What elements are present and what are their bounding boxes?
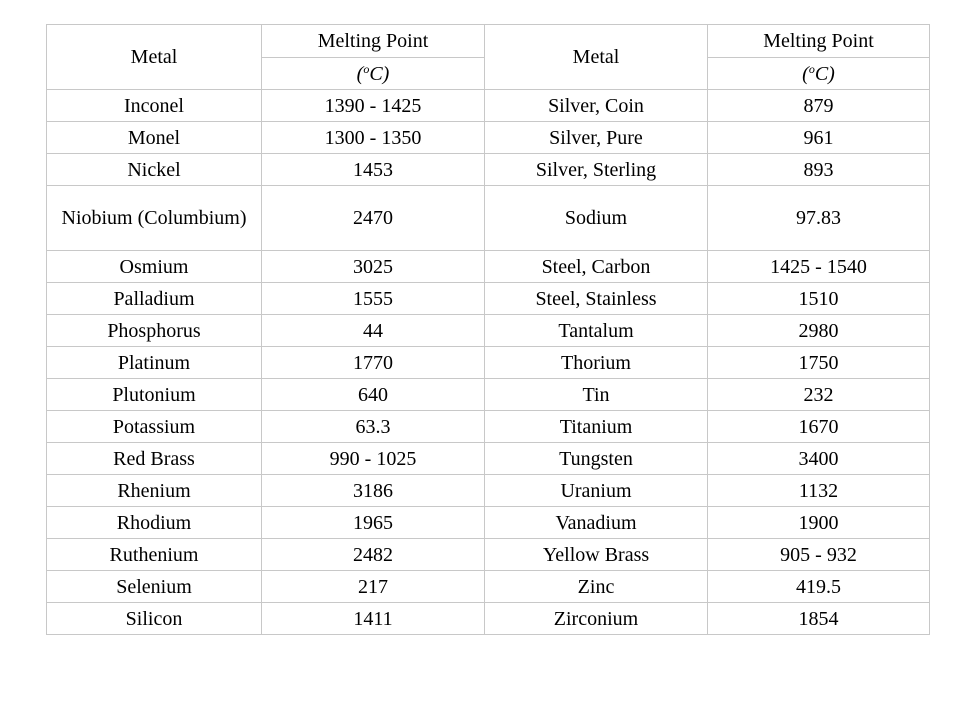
header-metal-left: Metal	[47, 25, 262, 90]
melting-point-cell-right: 879	[708, 90, 930, 122]
melting-point-cell-left: 1390 - 1425	[262, 90, 485, 122]
melting-point-cell-right: 905 - 932	[708, 539, 930, 571]
metal-cell-right: Silver, Coin	[485, 90, 708, 122]
metal-cell-right: Titanium	[485, 411, 708, 443]
melting-point-cell-left: 44	[262, 315, 485, 347]
metal-cell-left: Palladium	[47, 283, 262, 315]
metal-cell-left: Potassium	[47, 411, 262, 443]
table-row	[47, 539, 930, 571]
melting-point-cell-right: 419.5	[708, 571, 930, 603]
metal-cell-right: Thorium	[485, 347, 708, 379]
metal-cell-left: Ruthenium	[47, 539, 262, 571]
header-unit-left	[262, 58, 485, 90]
metal-cell-right: Tin	[485, 379, 708, 411]
metal-cell-left: Osmium	[47, 251, 262, 283]
melting-point-cell-left: 217	[262, 571, 485, 603]
table-row	[47, 443, 930, 475]
metal-cell-left: Platinum	[47, 347, 262, 379]
melting-point-cell-right: 1670	[708, 411, 930, 443]
melting-point-cell-left: 2470	[262, 186, 485, 251]
metal-cell-right: Zirconium	[485, 603, 708, 635]
table-row	[47, 90, 930, 122]
metal-cell-left: Inconel	[47, 90, 262, 122]
metal-cell-right: Silver, Pure	[485, 122, 708, 154]
table-row	[47, 475, 930, 507]
melting-point-cell-right: 2980	[708, 315, 930, 347]
melting-point-cell-right: 232	[708, 379, 930, 411]
melting-point-cell-left: 640	[262, 379, 485, 411]
unit-open: (	[356, 62, 364, 85]
header-melting-point-right: Melting Point	[708, 25, 930, 58]
table-row	[47, 251, 930, 283]
header-melting-point-left: Melting Point	[262, 25, 485, 58]
metal-cell-right: Silver, Sterling	[485, 154, 708, 186]
table-row	[47, 571, 930, 603]
melting-point-cell-right: 961	[708, 122, 930, 154]
metal-cell-right: Steel, Stainless	[485, 283, 708, 315]
melting-point-cell-right: 1854	[708, 603, 930, 635]
metal-cell-left: Red Brass	[47, 443, 262, 475]
unit-close: C)	[814, 62, 835, 85]
melting-point-cell-left: 3186	[262, 475, 485, 507]
header-row	[47, 25, 930, 58]
melting-point-cell-left: 1411	[262, 603, 485, 635]
melting-point-cell-right: 893	[708, 154, 930, 186]
melting-point-cell-right: 1900	[708, 507, 930, 539]
metal-cell-right: Zinc	[485, 571, 708, 603]
table-row	[47, 315, 930, 347]
table-row	[47, 186, 930, 251]
table-row	[47, 122, 930, 154]
metal-cell-right: Steel, Carbon	[485, 251, 708, 283]
melting-point-cell-left: 63.3	[262, 411, 485, 443]
metal-cell-right: Yellow Brass	[485, 539, 708, 571]
metal-cell-right: Vanadium	[485, 507, 708, 539]
melting-point-cell-right: 97.83	[708, 186, 930, 251]
melting-point-cell-right: 1132	[708, 475, 930, 507]
melting-point-table	[46, 24, 930, 635]
table-row	[47, 379, 930, 411]
melting-point-cell-left: 2482	[262, 539, 485, 571]
metal-cell-left: Silicon	[47, 603, 262, 635]
melting-point-cell-left: 1770	[262, 347, 485, 379]
degree-symbol: o	[808, 61, 815, 76]
table-row	[47, 347, 930, 379]
melting-point-cell-left: 1965	[262, 507, 485, 539]
melting-point-cell-right: 1425 - 1540	[708, 251, 930, 283]
metal-cell-left: Monel	[47, 122, 262, 154]
unit-close: C)	[369, 62, 390, 85]
metal-cell-right: Tungsten	[485, 443, 708, 475]
metal-cell-left: Selenium	[47, 571, 262, 603]
melting-point-cell-right: 3400	[708, 443, 930, 475]
metal-cell-left: Rhenium	[47, 475, 262, 507]
table-row	[47, 154, 930, 186]
table-row	[47, 603, 930, 635]
metal-cell-right: Tantalum	[485, 315, 708, 347]
melting-point-cell-right: 1510	[708, 283, 930, 315]
metal-cell-right: Uranium	[485, 475, 708, 507]
table-row	[47, 507, 930, 539]
unit-open: (	[802, 62, 809, 85]
melting-point-cell-left: 1453	[262, 154, 485, 186]
melting-point-cell-left: 1555	[262, 283, 485, 315]
degree-symbol: o	[363, 61, 370, 76]
metal-cell-left: Phosphorus	[47, 315, 262, 347]
metal-cell-left: Nickel	[47, 154, 262, 186]
melting-point-cell-left: 990 - 1025	[262, 443, 485, 475]
header-unit-right	[708, 58, 930, 90]
table-row	[47, 283, 930, 315]
metal-cell-right: Sodium	[485, 186, 708, 251]
table-row	[47, 411, 930, 443]
melting-point-cell-left: 1300 - 1350	[262, 122, 485, 154]
header-metal-right: Metal	[485, 25, 708, 90]
metal-cell-left: Rhodium	[47, 507, 262, 539]
melting-point-cell-right: 1750	[708, 347, 930, 379]
metal-cell-left: Plutonium	[47, 379, 262, 411]
melting-point-cell-left: 3025	[262, 251, 485, 283]
metal-cell-left: Niobium (Columbium)	[47, 186, 262, 251]
